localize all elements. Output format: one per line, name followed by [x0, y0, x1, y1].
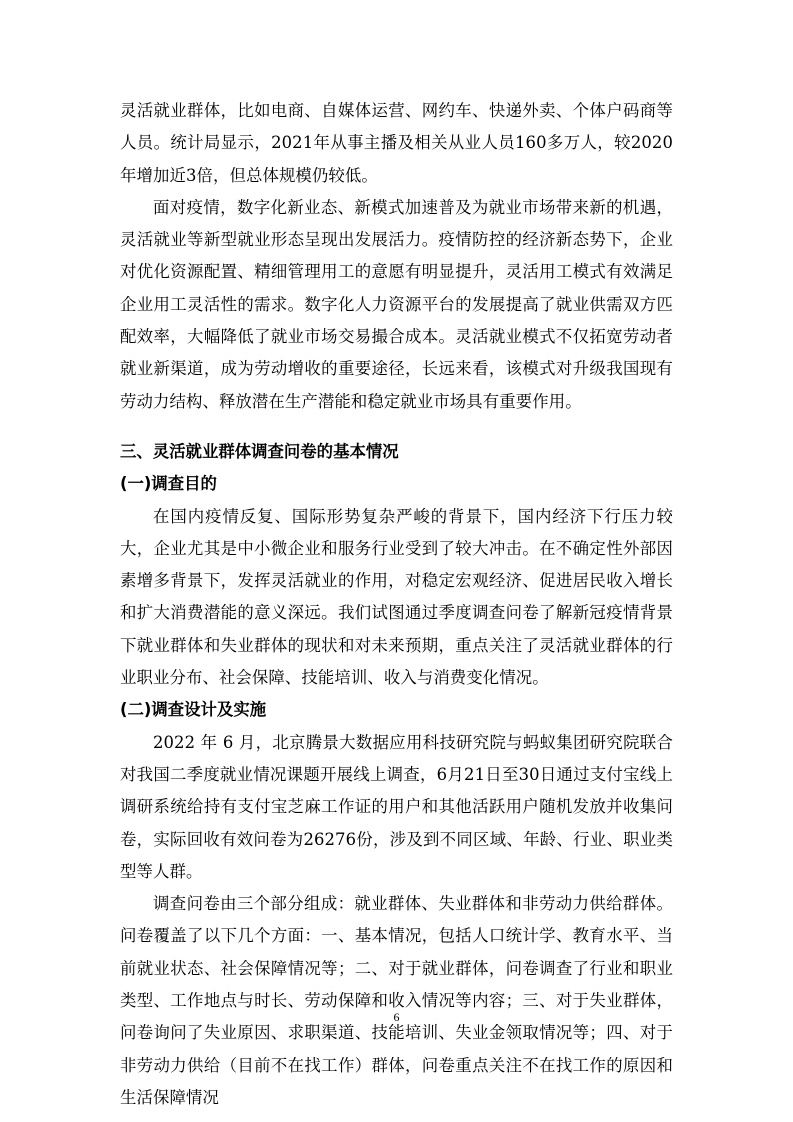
paragraph-survey-purpose: 在国内疫情反复、国际形势复杂严峻的背景下，国内经济下行压力较大，企业尤其是中小微企业和服务行业受到了较大冲击。在不确定性外部因素增多背景下，发挥灵活就业的作用，对稳定宏观经济、促进居民收入增长和扩大消费潜能的意义深远。我们试图通过季度调查问卷了解新冠疫情背景下就业群体和失业群体的现状和对未来预期，重点关注了灵活就业群体的行业职业分布、社会保障、技能培训、收入与消费变化情况。	[120, 506, 673, 688]
subheading-survey-purpose: (一)调查目的	[120, 474, 217, 494]
section-spacer	[120, 418, 673, 436]
subheading-survey-design: (二)调查设计及实施	[120, 700, 267, 720]
page-number: 6	[393, 1010, 400, 1024]
section-heading-survey-basics: 三、灵活就业群体调查问卷的基本情况	[120, 441, 399, 461]
paragraph-flexible-employment-groups: 灵活就业群体，比如电商、自媒体运营、网约车、快递外卖、个体户码商等人员。统计局显示，2021年从事主播及相关从业人员160多万人，较2020年增加近3倍，但总体规模仍较低。	[120, 101, 673, 185]
document-body	[120, 95, 673, 1114]
paragraph-pandemic-opportunities: 面对疫情，数字化新业态、新模式加速普及为就业市场带来新的机遇，灵活就业等新型就业形态呈现出发展活力。疫情防控的经济新态势下，企业对优化资源配置、精细管理用工的意愿有明显提升，灵活用工模式有效满足企业用工灵活性的需求。数字化人力资源平台的发展提高了就业供需双方匹配效率，大幅降低了就业市场交易撮合成本。灵活就业模式不仅拓宽劳动者就业新渠道，成为劳动增收的重要途径，长远来看，该模式对升级我国现有劳动力结构、释放潜在生产潜能和稳定就业市场具有重要作用。	[120, 197, 673, 411]
paragraph-survey-implementation: 2022 年 6 月，北京腾景大数据应用科技研究院与蚂蚁集团研究院联合对我国二季度就业情况课题开展线上调查，6月21日至30日通过支付宝线上调研系统给持有支付宝芝麻工作证的用户和其他活跃用户随机发放并收集问卷，实际回收有效问卷为26276份，涉及到不同区域、年龄、行业、职业类型等人群。	[120, 732, 673, 881]
paragraph-questionnaire-structure: 调查问卷由三个部分组成：就业群体、失业群体和非劳动力供给群体。问卷覆盖了以下几个方面：一、基本情况，包括人口统计学、教育水平、当前就业状态、社会保障情况等；二、对于就业群体，问卷调查了行业和职业类型、工作地点与时长、劳动保障和收入情况等内容；三、对于失业群体，问卷询问了失业原因、求职渠道、技能培训、失业金领取情况等；四、对于非劳动力供给（目前不在找工作）群体，问卷重点关注不在找工作的原因和生活保障情况	[120, 894, 673, 1107]
